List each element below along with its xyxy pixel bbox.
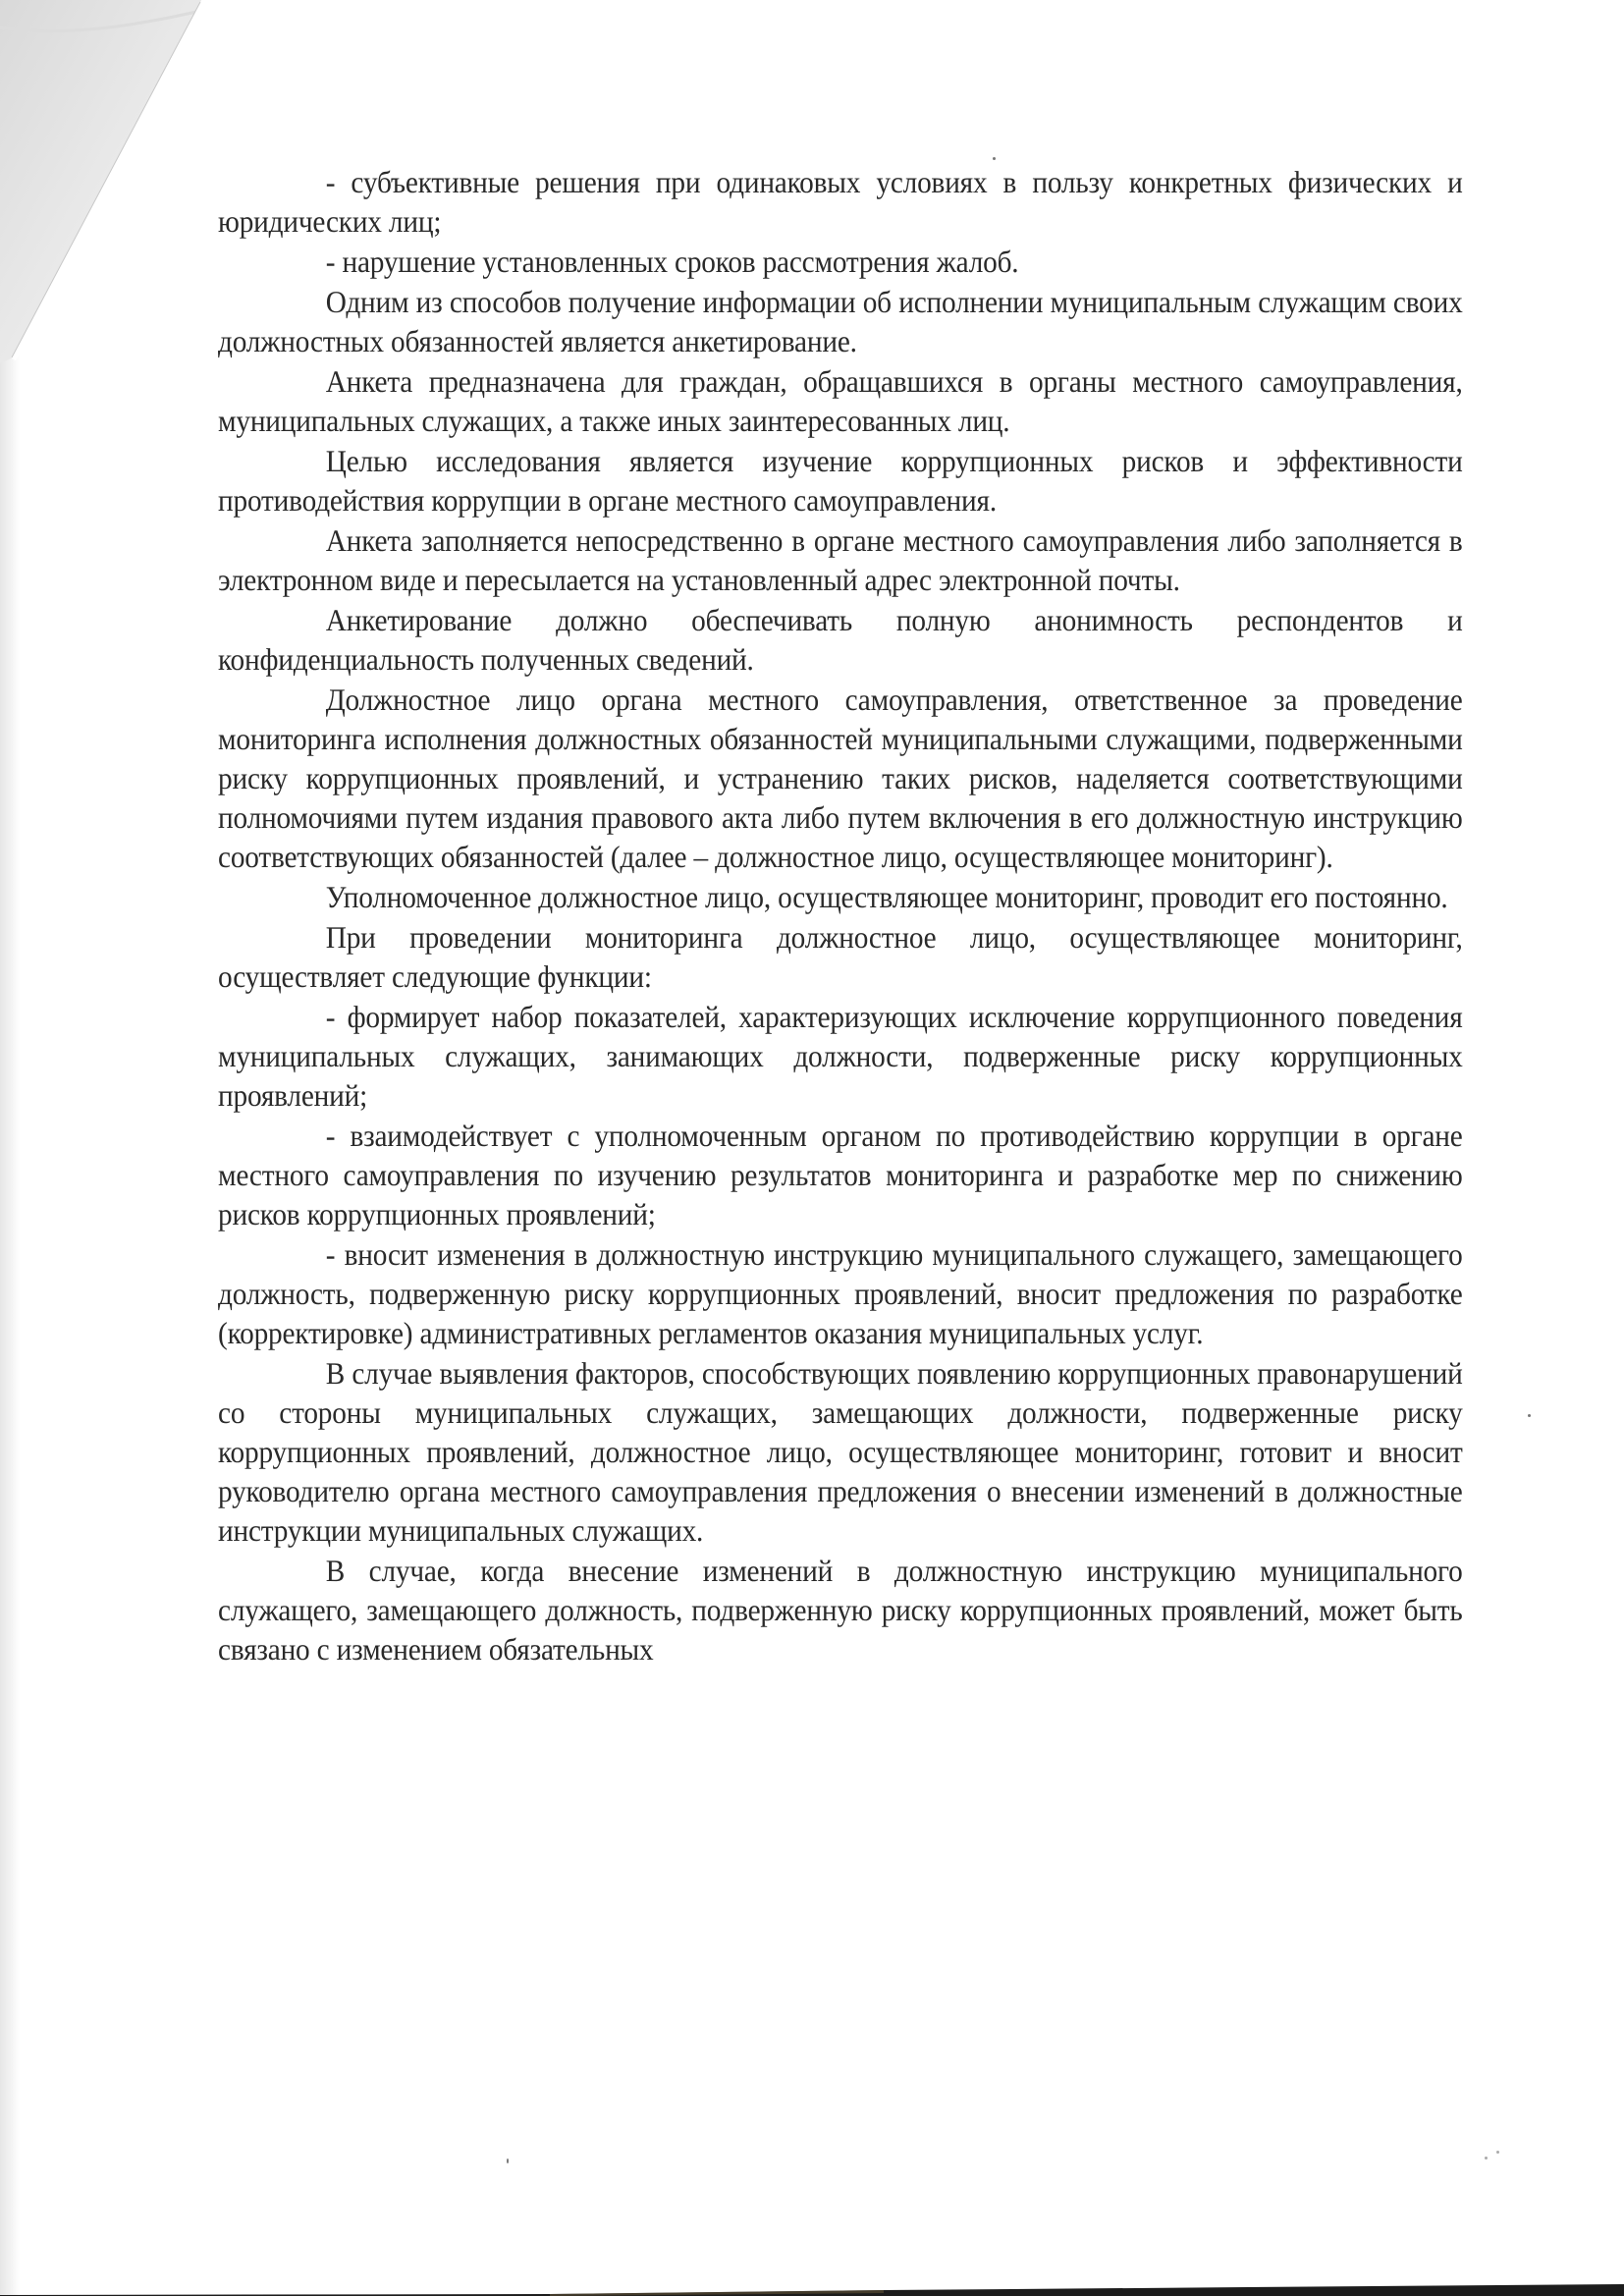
paragraph-survey-filling: Анкета заполняется непосредственно в органе местного самоуправления либо заполняется в электронном виде и пересылается на установленный адрес электронной почты. (218, 523, 1463, 597)
folded-corner (0, 0, 216, 363)
list-item-forms-indicators: - формирует набор показателей, характеризующих исключение коррупционного поведения муниципальных служащих, занимающих должности, подверженные риску коррупционных проявлений; (218, 1000, 1463, 1113)
paragraph-survey-method: Одним из способов получение информации об исполнении муниципальным служащим своих должностных обязанностей является анкетирование. (218, 285, 1463, 358)
paragraph-monitoring-functions: При проведении мониторинга должностное лицо, осуществляющее мониторинг, осуществляет следующие функции: (218, 920, 1463, 994)
paragraph-factors-detected: В случае выявления факторов, способствующих появлению коррупционных правонарушений со стороны муниципальных служащих, замещающих должности, подверженные риску коррупционных проявлений, должностное лицо, осуществляющее мониторинг, готовит и вносит руководителю органа местного самоуправления предложения о внесении изменений в должностные инструкции муниципальных служащих. (218, 1356, 1463, 1548)
scan-speck (507, 2159, 509, 2163)
scanner-bottom-edge (0, 2284, 1624, 2296)
scan-speck (1528, 1414, 1531, 1417)
scan-speck (993, 157, 996, 160)
list-item-interacts-authority: - взаимодействует с уполномоченным органом по противодействию коррупции в органе местного самоуправления по изучению результатов мониторинга и разработке мер по снижению рисков коррупционных проявлений; (218, 1119, 1463, 1231)
list-item-amends-instructions: - вносит изменения в должностную инструкцию муниципального служащего, замещающего должность, подверженную риску коррупционных проявлений, вносит предложения по разработке (корректировке) административных регламентов оказания муниципальных услуг. (218, 1237, 1463, 1350)
paragraph-research-goal: Целью исследования является изучение коррупционных рисков и эффективности противодействия коррупции в органе местного самоуправления. (218, 444, 1463, 518)
paragraph-monitoring-constant: Уполномоченное должностное лицо, осуществляющее мониторинг, проводит его постоянно. (325, 880, 1448, 914)
document-body (218, 163, 1463, 1669)
list-item-deadline-violation: - нарушение установленных сроков рассмотрения жалоб. (325, 245, 1019, 279)
paragraph-responsible-official: Должностное лицо органа местного самоуправления, ответственное за проведение мониторинга исполнения должностных обязанностей муниципальными служащими, подверженными риску коррупционных проявлений, и устранению таких рисков, наделяется соответствующими полномочиями путем издания правового акта либо путем включения в его должностную инструкцию соответствующих обязанностей (далее – должностное лицо, осуществляющее мониторинг). (218, 683, 1463, 874)
paragraph-anonymity: Анкетирование должно обеспечивать полную анонимность респондентов и конфиденциальность полученных сведений. (218, 603, 1463, 677)
paragraph-survey-audience: Анкета предназначена для граждан, обращавшихся в органы местного самоуправления, муниципальных служащих, а также иных заинтересованных лиц. (218, 364, 1463, 438)
scan-speck (1485, 2157, 1488, 2159)
scan-speck (1496, 2151, 1499, 2154)
paragraph-changes-case: В случае, когда внесение изменений в должностную инструкцию муниципального служащего, замещающего должность, подверженную риску коррупционных проявлений, может быть связано с изменением обязательных (218, 1554, 1463, 1667)
list-item-subjective-decisions: - субъективные решения при одинаковых условиях в пользу конкретных физических и юридических лиц; (218, 165, 1463, 239)
